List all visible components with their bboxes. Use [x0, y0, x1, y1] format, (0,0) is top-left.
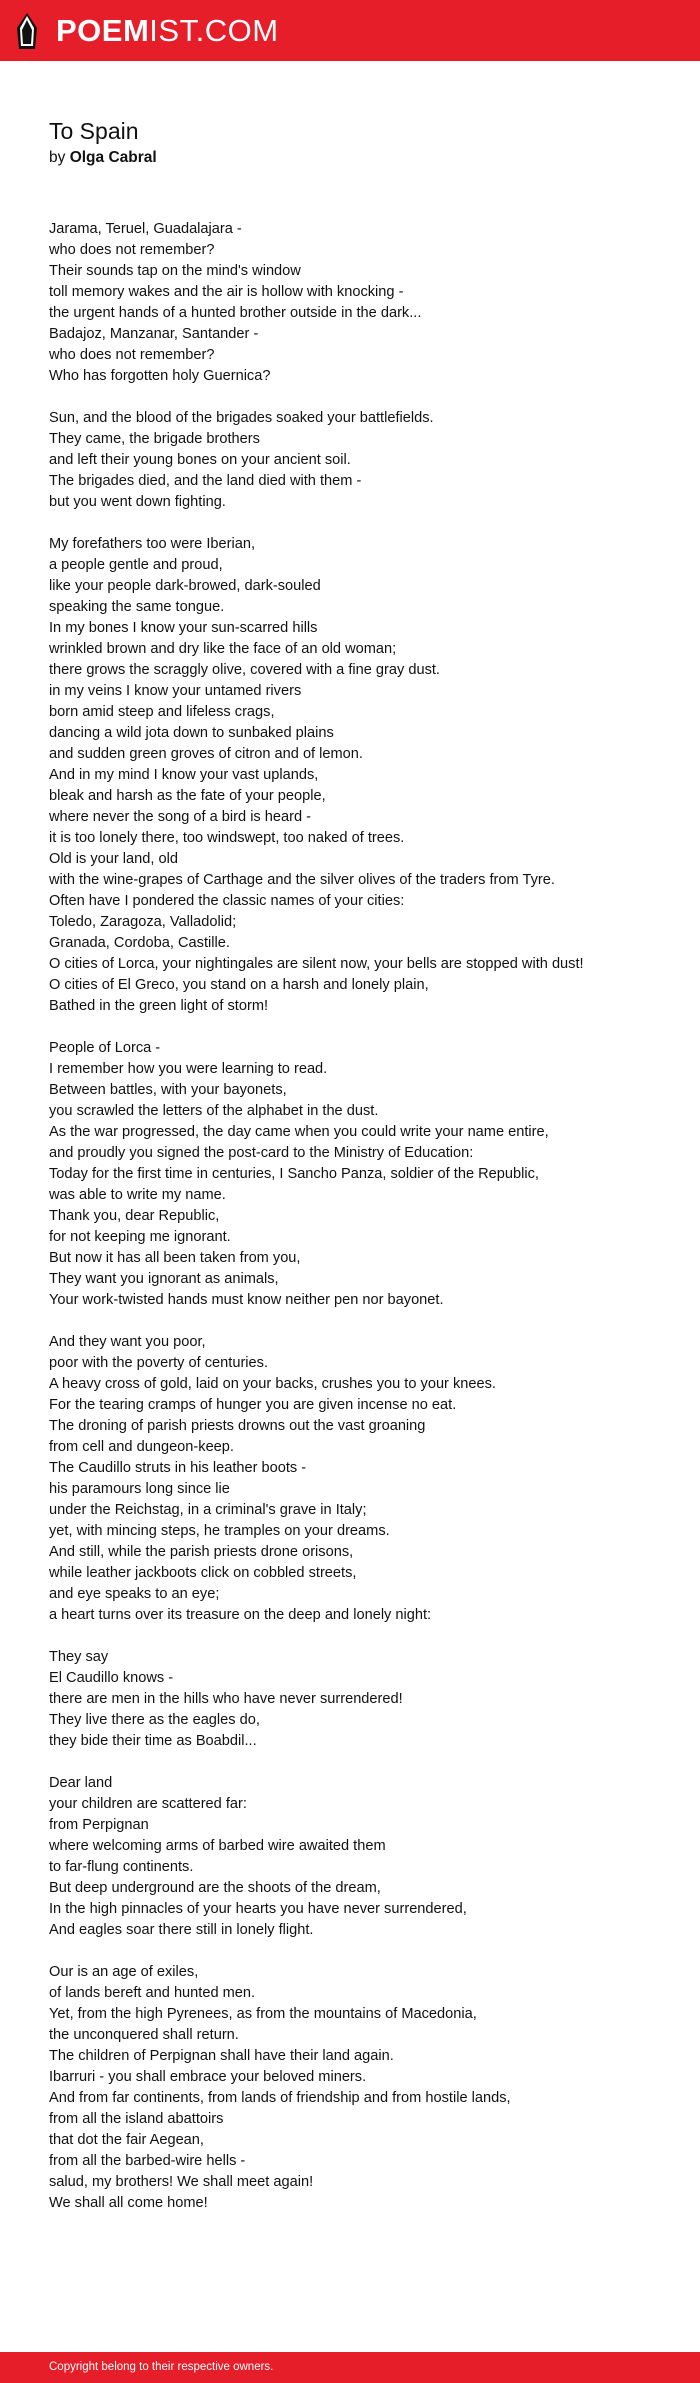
poem-line: The brigades died, and the land died with them - [49, 473, 362, 489]
poem-stanza [49, 408, 609, 513]
poem-line: from all the island abattoirs [49, 2111, 224, 2127]
poem-line: They want you ignorant as animals, [49, 1271, 279, 1287]
pen-nib-icon [16, 12, 38, 50]
poem-line: his paramours long since lie [49, 1481, 230, 1497]
site-footer [0, 2352, 700, 2383]
poem-line: We shall all come home! [49, 2195, 208, 2211]
poem-line: for not keeping me ignorant. [49, 1229, 231, 1245]
poem-line: like your people dark-browed, dark-souled [49, 578, 321, 594]
poem-line: was able to write my name. [49, 1187, 226, 1203]
poem-line: They came, the brigade brothers [49, 431, 260, 447]
poem-line: who does not remember? [49, 242, 215, 258]
poem-line: They live there as the eagles do, [49, 1712, 260, 1728]
poem-line: there grows the scraggly olive, covered with a fine gray dust. [49, 662, 440, 678]
copyright-notice: Copyright belong to their respective owners. [49, 2361, 274, 2373]
poem-line: And still, while the parish priests drone orisons, [49, 1544, 354, 1560]
site-header [0, 0, 700, 61]
poem-line: a people gentle and proud, [49, 557, 223, 573]
poem-line: but you went down fighting. [49, 494, 226, 510]
poem-line: that dot the fair Aegean, [49, 2132, 204, 2148]
poem-line: Between battles, with your bayonets, [49, 1082, 287, 1098]
poem-line: yet, with mincing steps, he tramples on your dreams. [49, 1523, 390, 1539]
poem-line: And from far continents, from lands of friendship and from hostile lands, [49, 2090, 511, 2106]
poem-line: I remember how you were learning to read. [49, 1061, 328, 1077]
poem-stanza [49, 1962, 609, 2214]
poem-line: The Caudillo struts in his leather boots - [49, 1460, 307, 1476]
poem-line: wrinkled brown and dry like the face of an old woman; [49, 641, 397, 657]
poem-line: there are men in the hills who have never surrendered! [49, 1691, 403, 1707]
poem-line: salud, my brothers! We shall meet again! [49, 2174, 314, 2190]
poem-line: People of Lorca - [49, 1040, 161, 1056]
poem-stanza [49, 1647, 609, 1752]
poem-body [49, 219, 609, 2235]
poem-line: from cell and dungeon-keep. [49, 1439, 234, 1455]
poem-line: The children of Perpignan shall have their land again. [49, 2048, 394, 2064]
poem-line: toll memory wakes and the air is hollow with knocking - [49, 284, 404, 300]
poem-line: And they want you poor, [49, 1334, 206, 1350]
poem-line: where welcoming arms of barbed wire awaited them [49, 1838, 386, 1854]
poem-line: A heavy cross of gold, laid on your backs, crushes you to your knees. [49, 1376, 496, 1392]
poem-line: And eagles soar there still in lonely flight. [49, 1922, 314, 1938]
poem-line: O cities of El Greco, you stand on a harsh and lonely plain, [49, 977, 429, 993]
poem-line: Sun, and the blood of the brigades soaked your battlefields. [49, 410, 434, 426]
logo-wordmark [56, 10, 279, 51]
poem-title: To Spain [49, 118, 139, 144]
poem-line: El Caudillo knows - [49, 1670, 174, 1686]
poem-line: poor with the poverty of centuries. [49, 1355, 269, 1371]
poem-line: the urgent hands of a hunted brother outside in the dark... [49, 305, 422, 321]
poem-line: Old is your land, old [49, 851, 178, 867]
poem-line: Granada, Cordoba, Castille. [49, 935, 230, 951]
poem-line: Jarama, Teruel, Guadalajara - [49, 221, 242, 237]
poem-line: and left their young bones on your ancient soil. [49, 452, 351, 468]
poem-line: to far-flung continents. [49, 1859, 194, 1875]
poem-line: dancing a wild jota down to sunbaked plains [49, 725, 334, 741]
by-label: by [49, 149, 66, 166]
poem-line: and sudden green groves of citron and of lemon. [49, 746, 363, 762]
poem-line: And in my mind I know your vast uplands, [49, 767, 319, 783]
poem-line: they bide their time as Boabdil... [49, 1733, 257, 1749]
poem-line: Badajoz, Manzanar, Santander - [49, 326, 259, 342]
poem-line: Dear land [49, 1775, 113, 1791]
poem-line: it is too lonely there, too windswept, too naked of trees. [49, 830, 405, 846]
poem-line: The droning of parish priests drowns out the vast groaning [49, 1418, 426, 1434]
poem-stanza [49, 1332, 609, 1626]
poem-line: Our is an age of exiles, [49, 1964, 199, 1980]
poem-line: and eye speaks to an eye; [49, 1586, 220, 1602]
poem-line: while leather jackboots click on cobbled streets, [49, 1565, 357, 1581]
poem-stanza [49, 1773, 609, 1941]
poem-line: of lands bereft and hunted men. [49, 1985, 256, 2001]
poem-line: O cities of Lorca, your nightingales are silent now, your bells are stopped with dust! [49, 956, 584, 972]
site-logo[interactable] [16, 10, 279, 51]
poem-stanza [49, 1038, 609, 1311]
poem-line: in my veins I know your untamed rivers [49, 683, 302, 699]
poem-line: Thank you, dear Republic, [49, 1208, 220, 1224]
poem-line: under the Reichstag, in a criminal's grave in Italy; [49, 1502, 367, 1518]
poem-line: Yet, from the high Pyrenees, as from the mountains of Macedonia, [49, 2006, 477, 2022]
poem-stanza [49, 219, 609, 387]
poem-line: Ibarruri - you shall embrace your beloved miners. [49, 2069, 367, 2085]
poem-line: bleak and harsh as the fate of your people, [49, 788, 326, 804]
poem-line: from Perpignan [49, 1817, 149, 1833]
poem-line: Toledo, Zaragoza, Valladolid; [49, 914, 237, 930]
poem-line: Bathed in the green light of storm! [49, 998, 269, 1014]
poem-line: who does not remember? [49, 347, 215, 363]
poem-line: and proudly you signed the post-card to the Ministry of Education: [49, 1145, 474, 1161]
poem-line: Your work-twisted hands must know neither pen nor bayonet. [49, 1292, 444, 1308]
poem-line: born amid steep and lifeless crags, [49, 704, 275, 720]
poem-line: My forefathers too were Iberian, [49, 536, 256, 552]
poem-line: Today for the first time in centuries, I Sancho Panza, soldier of the Republic, [49, 1166, 539, 1182]
poem-line: your children are scattered far: [49, 1796, 247, 1812]
poem-line: Often have I pondered the classic names of your cities: [49, 893, 405, 909]
poem-line: In the high pinnacles of your hearts you have never surrendered, [49, 1901, 467, 1917]
author-name[interactable]: Olga Cabral [69, 149, 157, 166]
poem-line: Who has forgotten holy Guernica? [49, 368, 271, 384]
poem-line: In my bones I know your sun-scarred hills [49, 620, 318, 636]
poem-line: with the wine-grapes of Carthage and the silver olives of the traders from Tyre. [49, 872, 555, 888]
poem-line: where never the song of a bird is heard - [49, 809, 312, 825]
poem-line: from all the barbed-wire hells - [49, 2153, 246, 2169]
poem-line: But now it has all been taken from you, [49, 1250, 301, 1266]
logo-bold-text: POEM [56, 13, 150, 48]
poem-byline [49, 148, 157, 168]
poem-stanza [49, 534, 609, 1017]
poem-line: a heart turns over its treasure on the deep and lonely night: [49, 1607, 432, 1623]
poem-line: For the tearing cramps of hunger you are given incense no eat. [49, 1397, 457, 1413]
poem-line: But deep underground are the shoots of the dream, [49, 1880, 381, 1896]
poem-line: speaking the same tongue. [49, 599, 225, 615]
poem-line: They say [49, 1649, 109, 1665]
poem-line: Their sounds tap on the mind's window [49, 263, 301, 279]
poem-line: the unconquered shall return. [49, 2027, 239, 2043]
logo-thin-text: IST.COM [149, 13, 279, 48]
poem-line: As the war progressed, the day came when you could write your name entire, [49, 1124, 549, 1140]
poem-line: you scrawled the letters of the alphabet in the dust. [49, 1103, 379, 1119]
